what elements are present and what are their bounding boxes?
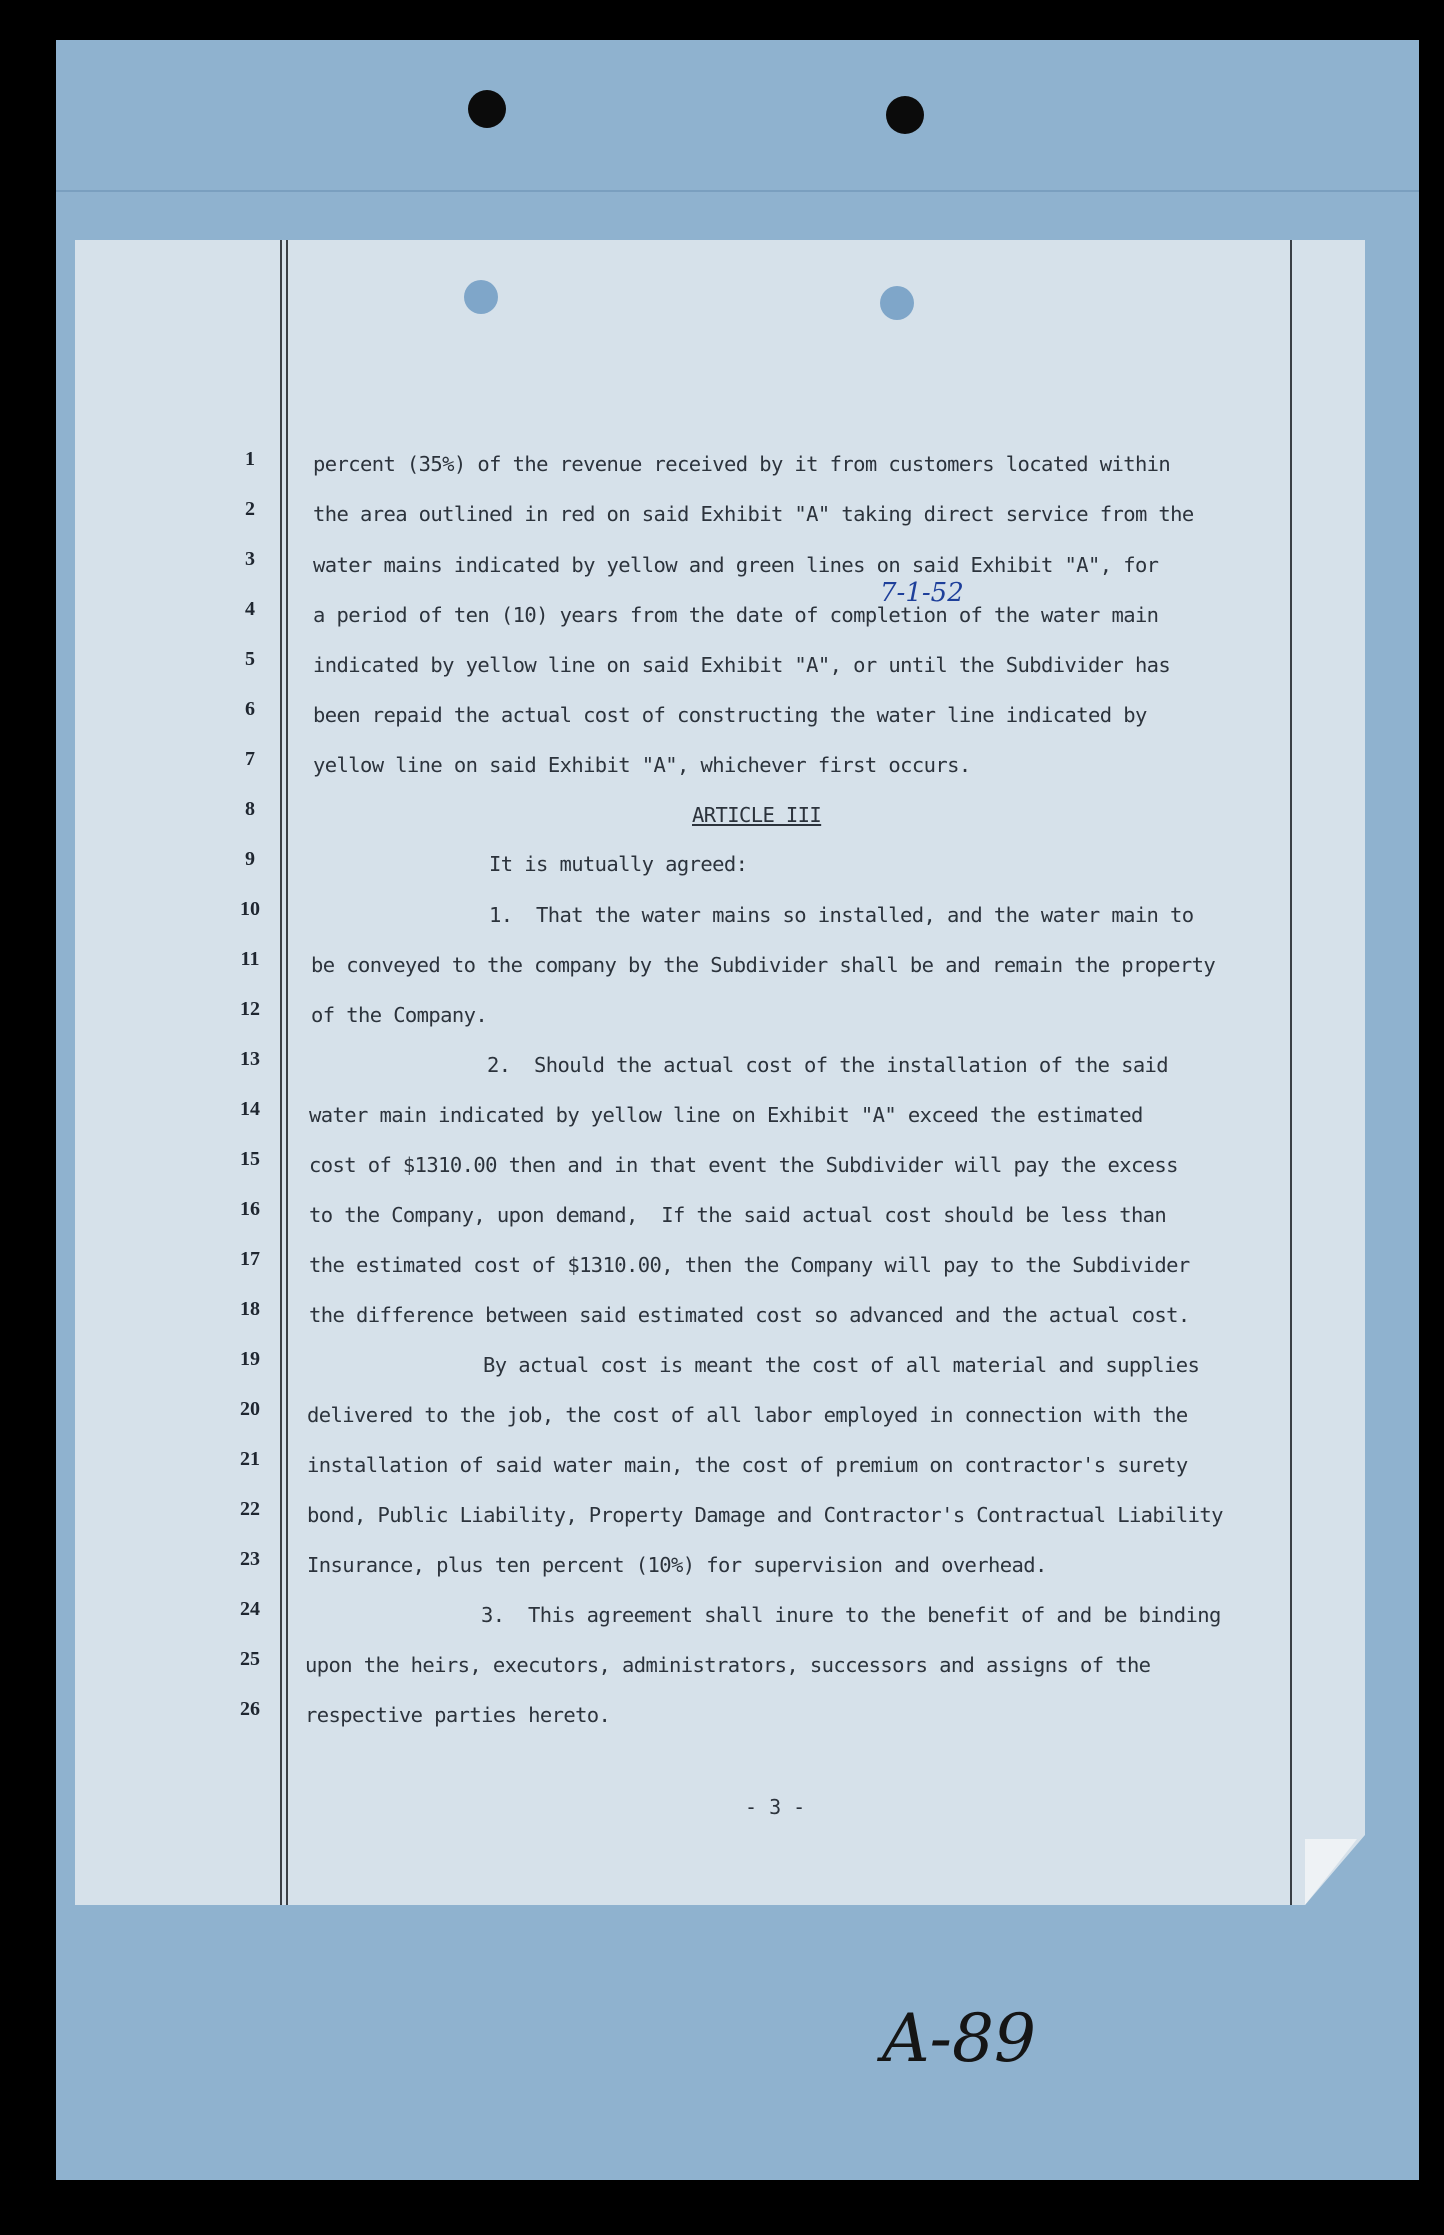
line-number: 7 [245,748,255,770]
line-number: 12 [240,998,260,1020]
text-line: installation of said water main, the cost of premium on contractor's surety [307,1453,1188,1477]
text-line: respective parties hereto. [305,1703,611,1727]
text-line: cost of $1310.00 then and in that event the Subdivider will pay the excess [309,1153,1178,1177]
line-number: 16 [240,1198,260,1220]
text-line: 1. That the water mains so installed, and the water main to [489,903,1194,927]
article-heading: ARTICLE III [692,803,822,827]
text-line: of the Company. [311,1003,488,1027]
line-number: 8 [245,798,255,820]
line-number: 9 [245,848,255,870]
text-line: indicated by yellow line on said Exhibit "A", or until the Subdivider has [313,653,1171,677]
text-line: a period of ten (10) years from the date of completion of the water main [313,603,1159,627]
paper-hole-left [464,280,498,314]
text-line: the difference between said estimated cost so advanced and the actual cost. [309,1303,1190,1327]
text-line: delivered to the job, the cost of all labor employed in connection with the [307,1403,1188,1427]
text-line: to the Company, upon demand, If the said actual cost should be less than [309,1203,1167,1227]
punch-hole-left [468,90,506,128]
text-line: yellow line on said Exhibit "A", whichever first occurs. [313,753,971,777]
line-number: 21 [240,1448,260,1470]
line-number: 6 [245,698,255,720]
line-number: 14 [240,1098,260,1120]
paper-hole-right [880,286,914,320]
text-line: water main indicated by yellow line on Exhibit "A" exceed the estimated [309,1103,1143,1127]
punch-hole-right [886,96,924,134]
line-number: 18 [240,1298,260,1320]
text-line: By actual cost is meant the cost of all material and supplies [483,1353,1200,1377]
text-line: the area outlined in red on said Exhibit "A" taking direct service from the [313,502,1194,526]
line-number: 3 [245,548,255,570]
line-number: 15 [240,1148,260,1170]
folder-crease [56,190,1419,192]
text-line: the estimated cost of $1310.00, then the Company will pay to the Subdivider [309,1253,1190,1277]
archive-stamp: A-89 [882,2000,1036,2077]
line-number: 23 [240,1548,260,1570]
handwritten-date: 7-1-52 [880,578,964,608]
line-number: 4 [245,598,255,620]
line-number: 26 [240,1698,260,1720]
line-number: 5 [245,648,255,670]
margin-rule-left-1 [280,240,282,1905]
line-number: 20 [240,1398,260,1420]
line-number: 2 [245,498,255,520]
text-line: 2. Should the actual cost of the installation of the said [487,1053,1169,1077]
folded-corner-flap [1305,1839,1357,1905]
text-line: been repaid the actual cost of constructing the water line indicated by [313,703,1147,727]
line-number: 25 [240,1648,260,1670]
text-line: Insurance, plus ten percent (10%) for supervision and overhead. [307,1553,1047,1577]
line-number: 10 [240,898,260,920]
line-number: 22 [240,1498,260,1520]
line-number: 24 [240,1598,260,1620]
page-number: - 3 - [745,1795,806,1819]
line-number: 1 [245,448,255,470]
line-number: 11 [240,948,260,970]
text-line: bond, Public Liability, Property Damage and Contractor's Contractual Liability [307,1503,1223,1527]
document-page [75,240,1365,1905]
text-line: 3. This agreement shall inure to the benefit of and be binding [481,1603,1221,1627]
text-line: upon the heirs, executors, administrators, successors and assigns of the [305,1653,1151,1677]
text-line: water mains indicated by yellow and green lines on said Exhibit "A", for [313,553,1159,577]
margin-rule-right [1290,240,1292,1905]
text-line: percent (35%) of the revenue received by it from customers located within [313,452,1171,476]
line-number: 13 [240,1048,260,1070]
line-number: 19 [240,1348,260,1370]
text-line: be conveyed to the company by the Subdivider shall be and remain the property [311,953,1216,977]
text-line: It is mutually agreed: [489,852,748,876]
margin-rule-left-2 [286,240,288,1905]
line-number: 17 [240,1248,260,1270]
